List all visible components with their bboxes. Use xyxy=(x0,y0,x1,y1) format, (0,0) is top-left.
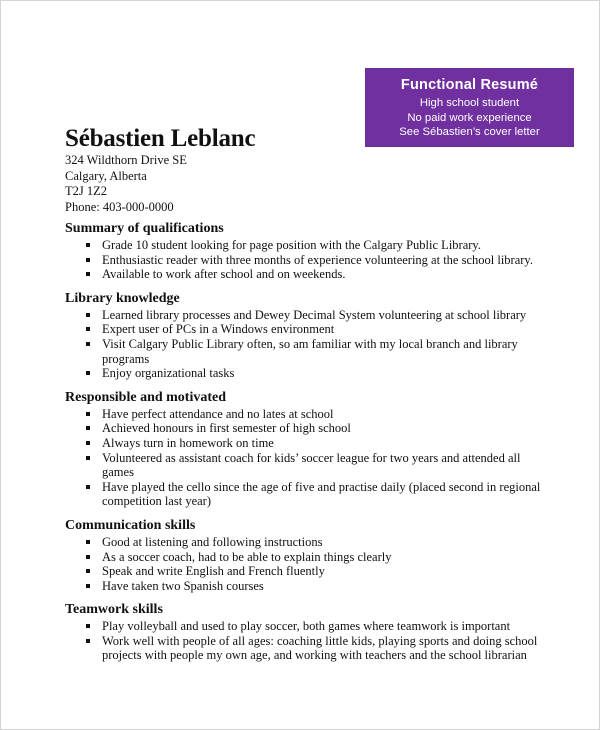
bullet-list xyxy=(65,535,555,593)
section-summary-of-qualifications xyxy=(65,220,555,282)
street-address: 324 Wildthorn Drive SE xyxy=(65,153,187,167)
badge-line: See Sébastien’s cover letter xyxy=(399,126,540,138)
list-item: Grade 10 student looking for page position with the Calgary Public Library. xyxy=(65,238,555,253)
section-heading: Summary of qualifications xyxy=(65,221,224,236)
square-bullet-icon xyxy=(86,456,90,460)
square-bullet-icon xyxy=(86,342,90,346)
applicant-name: Sébastien Leblanc xyxy=(65,125,256,152)
section-teamwork-skills xyxy=(65,601,555,663)
bullet-list xyxy=(65,619,555,663)
badge-title: Functional Resumé xyxy=(400,77,539,93)
list-item: Have taken two Spanish courses xyxy=(65,579,555,594)
list-item: Have played the cello since the age of five and practise daily (placed second in regional competition last year) xyxy=(65,480,555,509)
list-item: Always turn in homework on time xyxy=(65,436,555,451)
square-bullet-icon xyxy=(86,639,90,643)
badge-line: No paid work experience xyxy=(407,111,532,124)
square-bullet-icon xyxy=(86,272,90,276)
list-item: Play volleyball and used to play soccer, both games where teamwork is important xyxy=(65,619,555,634)
bullet-list xyxy=(65,238,555,282)
section-responsible-and-motivated xyxy=(65,389,555,509)
section-communication-skills xyxy=(65,517,555,593)
square-bullet-icon xyxy=(86,485,90,489)
square-bullet-icon xyxy=(86,243,90,247)
list-item: Speak and write English and French fluently xyxy=(65,564,555,579)
list-item: Available to work after school and on weekends. xyxy=(65,267,555,282)
square-bullet-icon xyxy=(86,313,90,317)
city-province: Calgary, Alberta xyxy=(65,168,147,183)
section-heading: Communication skills xyxy=(65,517,196,533)
contact-block xyxy=(65,153,187,215)
square-bullet-icon xyxy=(86,412,90,416)
bullet-list xyxy=(65,308,555,381)
bullet-list xyxy=(65,407,555,509)
square-bullet-icon xyxy=(86,441,90,445)
list-item: Expert user of PCs in a Windows environment xyxy=(65,322,555,337)
section-heading: Teamwork skills xyxy=(65,602,163,618)
square-bullet-icon xyxy=(86,555,90,559)
square-bullet-icon xyxy=(86,327,90,331)
badge-line: High school student xyxy=(419,97,520,109)
list-item: Achieved honours in first semester of high school xyxy=(65,421,555,436)
phone: Phone: 403-000-0000 xyxy=(65,199,174,214)
square-bullet-icon xyxy=(86,258,90,262)
square-bullet-icon xyxy=(86,540,90,544)
resume-sections xyxy=(65,220,555,671)
list-item: Work well with people of all ages: coaching little kids, playing sports and doing school projects with people my own age, and working with teachers and the school librarian xyxy=(65,634,555,663)
square-bullet-icon xyxy=(86,569,90,573)
section-heading: Library knowledge xyxy=(65,290,180,306)
section-heading: Responsible and motivated xyxy=(65,389,227,405)
list-item: As a soccer coach, had to be able to explain things clearly xyxy=(65,550,555,565)
list-item: Have perfect attendance and no lates at school xyxy=(65,407,555,422)
square-bullet-icon xyxy=(86,426,90,430)
list-item: Good at listening and following instructions xyxy=(65,535,555,550)
list-item: Learned library processes and Dewey Decimal System volunteering at school library xyxy=(65,308,555,323)
list-item: Enjoy organizational tasks xyxy=(65,366,555,381)
list-item: Visit Calgary Public Library often, so am familiar with my local branch and library programs xyxy=(65,337,555,366)
list-item: Volunteered as assistant coach for kids’ soccer league for two years and attended all games xyxy=(65,451,555,480)
section-library-knowledge xyxy=(65,290,555,381)
list-item: Enthusiastic reader with three months of experience volunteering at the school library. xyxy=(65,253,555,268)
square-bullet-icon xyxy=(86,624,90,628)
postal-code: T2J 1Z2 xyxy=(65,184,108,198)
square-bullet-icon xyxy=(86,371,90,375)
square-bullet-icon xyxy=(86,584,90,588)
functional-resume-badge xyxy=(365,68,574,147)
